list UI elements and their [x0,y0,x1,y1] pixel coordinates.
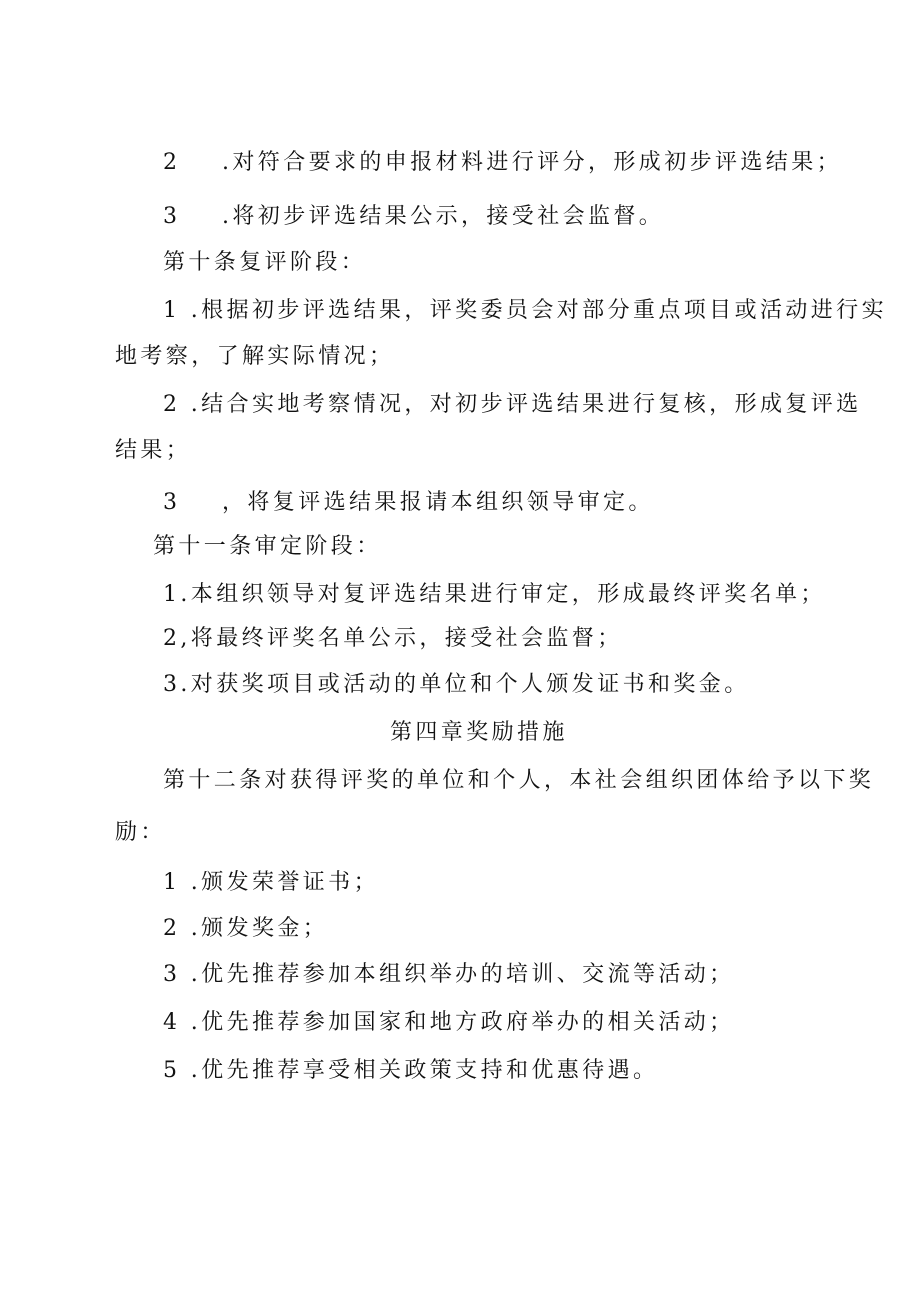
article-paragraph: 第十二条对获得评奖的单位和个人，本社会组织团体给予以下奖 [163,768,875,793]
article-paragraph-continuation: 励： [115,820,166,845]
article-heading: 第十一条审定阶段： [153,534,382,559]
chapter-heading: 第四章奖励措施 [390,720,568,745]
list-item: 5 .优先推荐享受相关政策支持和优惠待遇。 [163,1058,659,1083]
list-item-continuation: 结果； [115,438,192,463]
list-item-continuation: 地考察，了解实际情况； [115,344,395,369]
list-item: 2 .结合实地考察情况，对初步评选结果进行复核，形成复评选 [163,392,862,417]
list-item: 2 .颁发奖金； [163,916,329,941]
list-item: 1 .颁发荣誉证书； [163,870,379,895]
list-number: 2 [163,150,177,175]
list-item: .将初步评选结果公示，接受社会监督。 [222,204,665,229]
list-item: 1 .根据初步评选结果，评奖委员会对部分重点项目或活动进行实 [163,298,887,323]
list-item: 1.本组织领导对复评选结果进行审定，形成最终评奖名单； [163,582,826,607]
list-number: 3 [163,490,177,515]
list-number: 3 [163,204,177,229]
list-item: ，将复评选结果报请本组织领导审定。 [222,490,654,515]
list-item: 3.对获奖项目或活动的单位和个人颁发证书和奖金。 [163,672,750,697]
list-item: .对符合要求的申报材料进行评分，形成初步评选结果； [222,150,842,175]
list-item: 2,将最终评奖名单公示，接受社会监督； [163,626,623,651]
article-heading: 第十条复评阶段： [163,250,367,275]
list-item: 4 .优先推荐参加国家和地方政府举办的相关活动； [163,1010,735,1035]
list-item: 3 .优先推荐参加本组织举办的培训、交流等活动； [163,962,735,987]
